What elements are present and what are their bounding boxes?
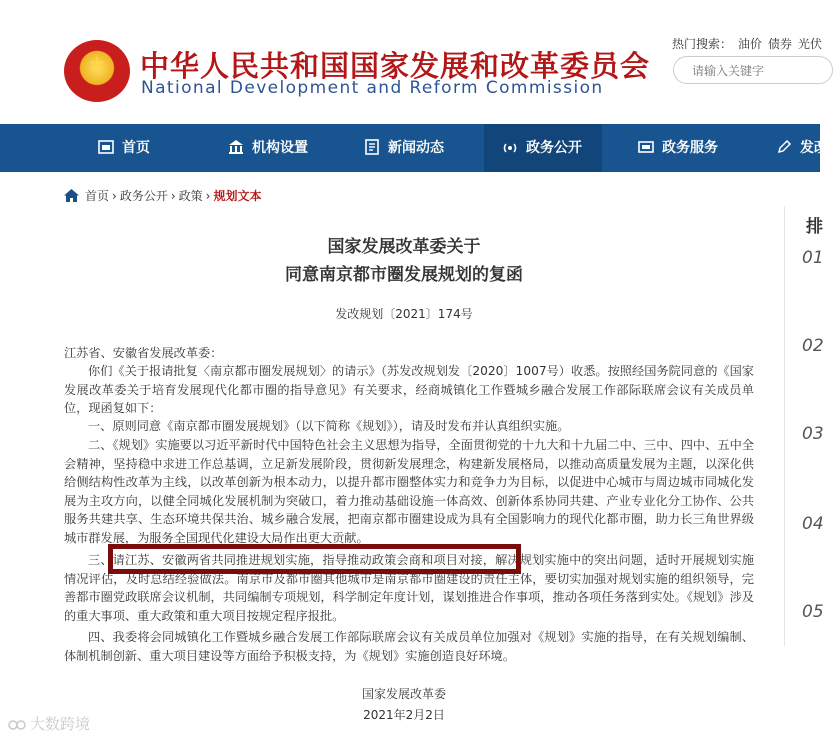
search-box[interactable]	[673, 56, 833, 84]
breadcrumb	[64, 187, 262, 204]
search-input[interactable]	[690, 63, 824, 79]
document-salutation: 江苏省、安徽省发展改革委：	[64, 346, 223, 360]
breadcrumb-separator: ›	[205, 189, 211, 203]
breadcrumb-link[interactable]: 首页	[85, 189, 110, 203]
sidebar-heading: 排	[806, 217, 823, 237]
service-icon	[638, 139, 654, 155]
breadcrumb-link[interactable]: 政务公开	[119, 189, 168, 203]
nav-item-services[interactable]	[638, 124, 718, 172]
document-paragraph: 三、请江苏、安徽两省共同推进规划实施，指导推动政策会商和项目对接，解决规划实施中的突出问题，适时开展规划实施情况评估，及时总结经验做法。南京市及都市圈其他城市是南京都市圈建设的责任主体，要切实加强对规划实施的组织领导，完善都市圈党政联席会议机制，共同编制专项规划，科学制定年度计划，谋划推进合作事项，推动各项任务落到实处。《规划》涉及的重大事项、重大政策和重大项目按规定程序报批。	[64, 553, 754, 623]
national-emblem-icon: ★	[64, 40, 130, 102]
nav-item-public-affairs[interactable]	[484, 124, 602, 172]
nav-label: 发改	[800, 140, 828, 156]
sidebar-item-number[interactable]: 04	[802, 514, 824, 534]
highlight-box	[108, 544, 521, 574]
document-paragraph: 一、原则同意《南京都市圈发展规划》（以下简称《规划》），请及时发布并认真组织实施。	[88, 419, 570, 433]
pen-icon	[776, 139, 792, 155]
nav-label: 新闻动态	[388, 140, 444, 156]
breadcrumb-link[interactable]: 政策	[178, 189, 203, 203]
sidebar-item-number[interactable]: 01	[802, 248, 824, 268]
home-icon	[98, 139, 114, 155]
document-title-line1: 国家发展改革委关于	[327, 237, 481, 257]
watermark-text: 大数跨境	[30, 715, 91, 733]
breadcrumb-separator: ›	[170, 189, 176, 203]
document-paragraph: 你们《关于报请批复〈南京都市圈发展规划〉的请示》（苏发改规划发〔2020〕1007号）收悉。按照经国务院同意的《国家发展改革委关于培育发展现代化都市圈的指导意见》有关要求，经商城镇化工作暨城乡融合发展工作部际联席会议有关成员单位，现函复如下：	[64, 364, 754, 415]
home-icon	[64, 189, 79, 202]
site-title-en[interactable]: National Development and Reform Commission	[141, 78, 604, 98]
breadcrumb-current[interactable]: 规划文本	[213, 189, 262, 203]
watermark	[8, 713, 90, 734]
nav-label: 政务服务	[662, 140, 718, 156]
nav-label: 首页	[122, 140, 150, 156]
nav-label: 政务公开	[526, 140, 582, 156]
hot-search	[672, 35, 828, 52]
site-title-cn[interactable]: 中华人民共和国国家发展和改革委员会	[140, 49, 651, 83]
main-nav	[0, 124, 828, 172]
building-icon	[228, 139, 244, 155]
hot-term-link[interactable]: 光伏	[798, 37, 823, 51]
hot-term-link[interactable]: 油价	[738, 37, 763, 51]
hot-term-link[interactable]: 债券	[768, 37, 793, 51]
document-paragraph: 四、我委将会同城镇化工作暨城乡融合发展工作部际联席会议有关成员单位加强对《规划》实施的指导，在有关规划编制、体制机制创新、重大项目建设等方面给予积极支持，为《规划》实施创造良好环境。	[64, 630, 754, 663]
document-signer: 国家发展改革委	[361, 687, 446, 701]
nav-item-reform[interactable]	[776, 124, 828, 172]
nav-item-home[interactable]	[98, 124, 150, 172]
document-number: 发改规划〔2021〕174号	[335, 307, 473, 321]
watermark-logo-icon	[8, 718, 26, 732]
document-paragraph: 二、《规划》实施要以习近平新时代中国特色社会主义思想为指导，全面贯彻党的十九大和十九届二中、三中、四中、五中全会精神，坚持稳中求进工作总基调，立足新发展阶段，贯彻新发展理念，构建新发展格局，以推动高质量发展为主题，以深化供给侧结构性改革为主线，以改革创新为根本动力，以提升都市圈整体实力和竞争力为目标，以促进中心城市与周边城市同城化发展为主攻方向，以健全同城化发展机制为突破口，着力推动基础设施一体高效、创新体系协同共建、产业专业化分工协作、公共服务共建共享、生态环境共保共治、城乡融合发展，把南京都市圈建设成为具有全国影响力的现代化都市圈，助力长三角世界级城市群发展，为服务全国现代化建设大局作出更大贡献。	[64, 438, 754, 545]
document-title-line2: 同意南京都市圈发展规划的复函	[285, 265, 523, 285]
document-date: 2021年2月2日	[363, 708, 445, 722]
nav-item-organization[interactable]	[228, 124, 308, 172]
broadcast-icon	[502, 139, 518, 155]
nav-label: 机构设置	[252, 140, 308, 156]
sidebar-item-number[interactable]: 03	[802, 424, 824, 444]
breadcrumb-separator: ›	[112, 189, 117, 203]
newspaper-icon	[364, 139, 380, 155]
sidebar-item-number[interactable]: 02	[802, 336, 824, 356]
site-header	[0, 0, 823, 124]
hot-search-label: 热门搜索：	[672, 37, 733, 51]
sidebar-item-number[interactable]: 05	[802, 602, 824, 622]
nav-item-news[interactable]	[364, 124, 444, 172]
